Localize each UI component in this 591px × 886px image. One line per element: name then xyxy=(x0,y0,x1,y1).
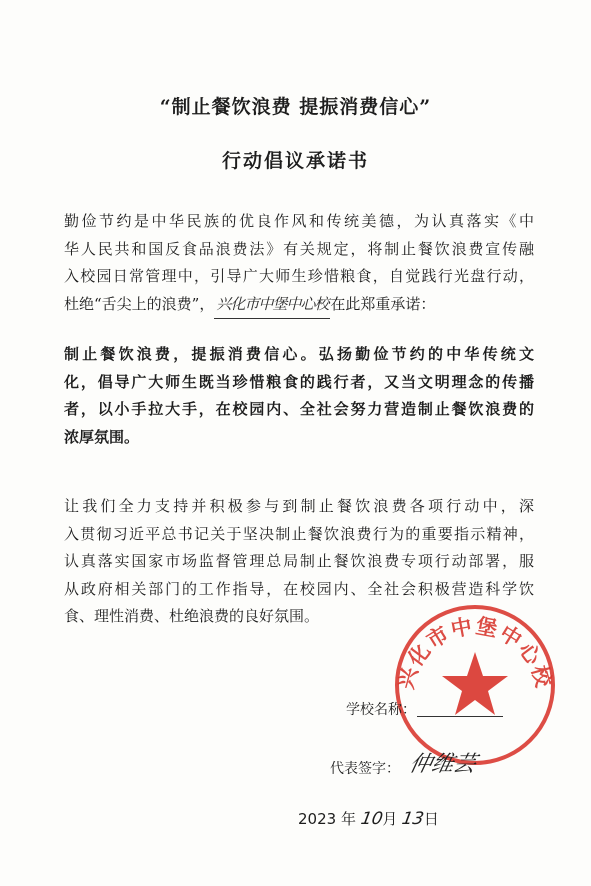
representative-label: 代表签字： xyxy=(330,761,400,777)
paragraph-2-line: 制止餐饮浪费，提振消费信心。弘扬勤俭节约的中华传统文 xyxy=(64,345,534,363)
paragraph-3-line: 认真落实国家市场监督管理总局制止餐饮浪费专项行动部署，服 xyxy=(64,552,534,570)
date-day: 13 xyxy=(400,809,426,829)
title-line-2: 行动倡议承诺书 xyxy=(221,150,369,172)
paragraph-1-line: 华人民共和国反食品浪费法》有关规定，将制止餐饮浪费宣传融 xyxy=(64,239,534,258)
paragraph-3-line: 入贯彻习近平总书记关于坚决制止餐饮浪费行为的重要指示精神， xyxy=(64,524,534,543)
paragraph-1-line: 入校园日常管理中，引导广大师生珍惜粮食，自觉践行光盘行动， xyxy=(64,267,534,285)
paragraph-3-line: 食、理性消费、杜绝浪费的良好氛围。 xyxy=(64,607,320,625)
date-day-char: 日 xyxy=(423,810,439,828)
title-line-1: “制止餐饮浪费 提振消费信心” xyxy=(159,96,432,118)
date-year: 2023 xyxy=(298,810,337,828)
paragraph-1-suffix: 在此郑重承诺： xyxy=(330,294,436,313)
date-year-char: 年 xyxy=(340,810,356,828)
paragraph-3-line: 从政府相关部门的工作指导，在校园内、全社会积极营造科学饮 xyxy=(64,579,534,598)
date-month-char: 月 xyxy=(382,810,398,828)
handwritten-school-name: 兴化市中堡中心校 xyxy=(214,291,330,320)
svg-text:兴化市中堡中心校: 兴化市中堡中心校 xyxy=(393,613,557,692)
paragraph-1-last-line xyxy=(64,291,534,320)
paragraph-2 xyxy=(64,341,534,451)
representative-signature: 仲维芸 xyxy=(406,752,479,777)
paragraph-1-prefix: 杜绝“舌尖上的浪费”， xyxy=(64,294,215,313)
date-month: 10 xyxy=(359,809,385,829)
paragraph-1 xyxy=(64,208,534,319)
school-name-underline xyxy=(417,716,503,717)
paragraph-2-line: 浓厚氛围。 xyxy=(64,427,140,446)
paragraph-3-line: 让我们全力支持并积极参与到制止餐饮浪费各项行动中，深 xyxy=(64,497,534,515)
school-name-label: 学校名称： xyxy=(346,702,416,718)
official-seal-icon xyxy=(390,600,560,770)
document-date xyxy=(298,808,439,829)
paragraph-2-line: 化，倡导广大师生既当珍惜粮食的践行者，又当文明理念的传播 xyxy=(64,372,534,391)
paragraph-2-line: 者，以小手拉大手，在校园内、全社会努力营造制止餐饮浪费的 xyxy=(64,400,534,418)
paragraph-1-line: 勤俭节约是中华民族的优良作风和传统美德，为认真落实《中 xyxy=(64,212,534,230)
